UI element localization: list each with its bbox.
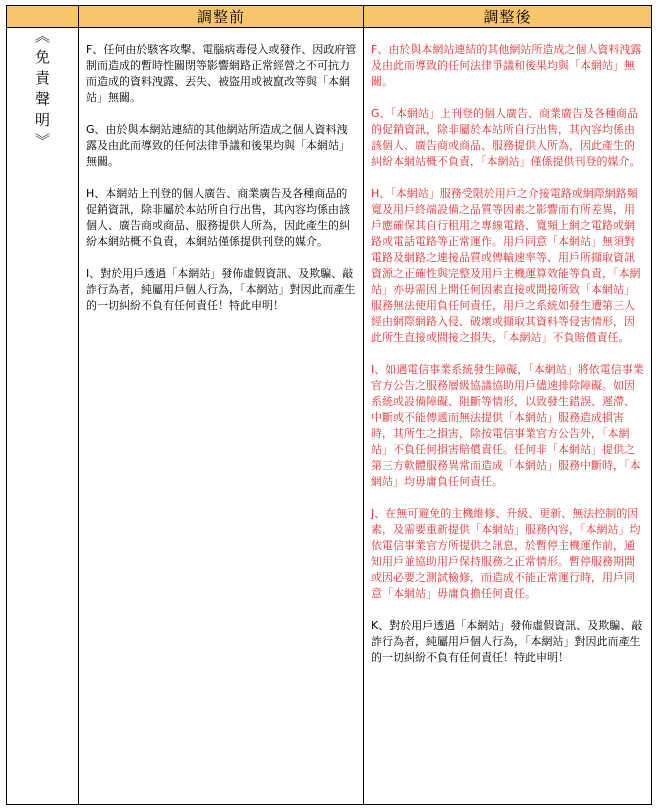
disclaimer-row (7, 28, 652, 805)
section-label-cell (7, 28, 79, 805)
header-after: 調整後 (364, 6, 652, 28)
before-item-g: G、由於與本網站連結的其他網站所造成之個人資料洩露及由此而導致的任何法律爭議和後果均與「本網站」無關。 (86, 123, 350, 168)
header-before: 調整前 (79, 6, 364, 28)
section-label: 《免責聲明》 (33, 28, 51, 154)
comparison-table (6, 5, 652, 805)
empty-header-cell (7, 6, 79, 28)
before-item-f: F、任何由於駭客攻擊、電腦病毒侵入或發作、因政府管制而造成的暫時性關閉等影響網路正常經營之不可抗力而造成的資料洩露、丟失、被盜用或被竄改等與「本網站」無關。 (86, 43, 357, 104)
before-item-h: H、本網站上刊登的個人廣告、商業廣告及各種商品的促銷資訊，除非屬於本站所自行出售，其內容均係由該個人、廣告商或商品、服務提供人所為，因此產生的糾紛本網站概不負責，本網站僅係提供刊登的媒介。 (86, 187, 350, 248)
header-row (7, 6, 652, 28)
before-cell (79, 28, 364, 805)
after-item-i: I、如遇電信事業系統發生障礙，「本網站」將依電信事業官方公告之服務層級協議協助用戶儘速排除障礙。如因系統或設備障礙、阻斷等情形，以致發生錯誤、遲滯、中斷或不能傳遞而無法提供「本網站」服務造成損害時，其所生之損害，除按電信事業官方公告外，「本網站」不負任何損害賠償責任。任何非「本網站」提供之第三方軟體服務異常而造成「本網站」服務中斷時，「本網站」均毋庸負任何責任。 (371, 363, 644, 488)
after-cell (364, 28, 652, 805)
after-item-j: J、在無可避免的主機維修、升級、更新、無法控制的因素，及需要重新提供「本網站」服務內容，「本網站」均依電信事業官方所提供之訊息，於暫停主機運作前，通知用戶並協助用戶保持服務之正常情形。暫停服務期間或因必要之測試檢修，而造成不能正常運行時，用戶同意「本網站」毋庸負擔任何責任。 (371, 507, 641, 600)
after-item-g: G、「本網站」上刊登的個人廣告、商業廣告及各種商品的促銷資訊，除非屬於本站所自行出售，其內容均係由該個人、廣告商或商品、服務提供人所為，因此產生的糾紛本網站概不負責，「本網站」僅係提供刊登的媒介。 (371, 107, 641, 168)
before-item-i: I、對於用戶透過「本網站」發佈虛假資訊、及欺騙、敲詐行為者，純屬用戶個人行為，「本網站」對因此而產生的一切糾紛不負有任何責任！特此申明！ (86, 267, 356, 312)
after-item-k: K、對於用戶透過「本網站」發佈虛假資訊、及欺騙、敲詐行為者，純屬用戶個人行為，「本網站」對因此而產生的一切糾紛不負有任何責任！特此申明！ (371, 619, 643, 664)
after-item-f: F、由於與本網站連結的其他網站所造成之個人資料洩露及由此而導致的任何法律爭議和後果均與「本網站」無關。 (371, 43, 642, 88)
after-item-h: H、「本網站」服務受限於用戶之介接電路或網際網路頻寬及用戶終端設備之品質等因素之影響而有所差異，用戶應確保其自行租用之專線電路、寬頻上網之電路或網路或電話電路等正常運作。用戶同意「本網站」無須對電路及網路之連接品質或傳輸速率等、用戶所擷取資訊資源之正確性與完整及用戶主機運算效能等負責，「本網站」亦毋需因上開任何因素直接或間接所致「本網站」服務無法使用負任何責任，用戶之系統如發生遭第三人經由網際網路入侵、破壞或擷取其資料等侵害情形，因此所生直接或間接之損失，「本網站」不負賠償責任。 (371, 187, 641, 344)
